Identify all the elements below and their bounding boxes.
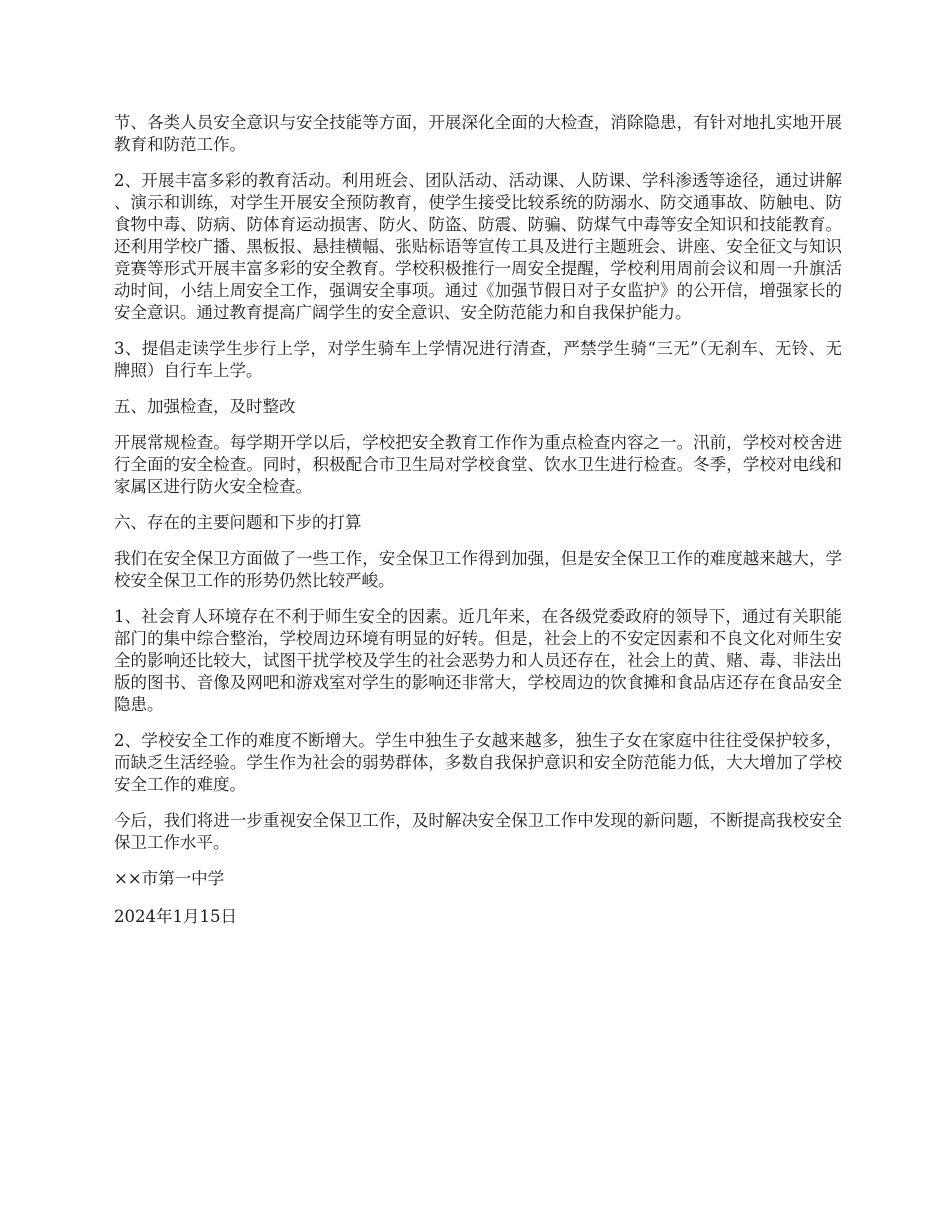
paragraph-increasing-difficulty: 2、学校安全工作的难度不断增大。学生中独生子女越来越多，独生子女在家庭中往往受保护较多，而缺乏生活经验。学生作为社会的弱势群体，多数自我保护意识和安全防范能力低，大大增加了学校安全工作的难度。: [114, 731, 842, 794]
signature-date: 2024年1月15日: [114, 907, 237, 926]
paragraph-walking-to-school: 3、提倡走读学生步行上学，对学生骑车上学情况进行清查，严禁学生骑“三无”（无刹车、无铃、无牌照）自行车上学。: [114, 339, 842, 380]
paragraph-continuation: 节、各类人员安全意识与安全技能等方面，开展深化全面的大检查，消除隐患，有针对地扎实地开展教育和防范工作。: [114, 113, 842, 154]
paragraph-routine-inspection: 开展常规检查。每学期开学以后，学校把安全教育工作作为重点检查内容之一。汛前，学校对校舍进行全面的安全检查。同时，积极配合市卫生局对学校食堂、饮水卫生进行检查。冬季，学校对电线和家属区进行防火安全检查。: [114, 433, 842, 496]
paragraph-future-plans: 今后，我们将进一步重视安全保卫工作，及时解决安全保卫工作中发现的新问题，不断提高我校安全保卫工作水平。: [114, 811, 842, 852]
document-body: [114, 112, 842, 944]
section-heading-five: 五、加强检查，及时整改: [114, 397, 296, 416]
signature-school: ××市第一中学: [114, 869, 225, 888]
section-heading-six: 六、存在的主要问题和下步的打算: [114, 513, 362, 532]
paragraph-security-summary: 我们在安全保卫方面做了一些工作，安全保卫工作得到加强，但是安全保卫工作的难度越来越大，学校安全保卫工作的形势仍然比较严峻。: [114, 549, 842, 590]
paragraph-education-activities: 2、开展丰富多彩的教育活动。利用班会、团队活动、活动课、人防课、学科渗透等途径，通过讲解、演示和训练，对学生开展安全预防教育，使学生接受比较系统的防溺水、防交通事故、防触电、防食物中毒、防病、防体育运动损害、防火、防盗、防震、防骗、防煤气中毒等安全知识和技能教育。还利用学校广播、黑板报、悬挂横幅、张贴标语等宣传工具及进行主题班会、讲座、安全征文与知识竞赛等形式开展丰富多彩的安全教育。学校积极推行一周安全提醒，学校利用周前会议和周一升旗活动时间，小结上周安全工作，强调安全事项。通过《加强节假日对子女监护》的公开信，增强家长的安全意识。通过教育提高广阔学生的安全意识、安全防范能力和自我保护能力。: [114, 171, 842, 322]
paragraph-social-environment: 1、社会育人环境存在不利于师生安全的因素。近几年来，在各级党委政府的领导下，通过有关职能部门的集中综合整治，学校周边环境有明显的好转。但是，社会上的不安定因素和不良文化对师生安全的影响还比较大，试图干扰学校及学生的社会恶势力和人员还存在，社会上的黄、赌、毒、非法出版的图书、音像及网吧和游戏室对学生的影响还非常大，学校周边的饮食摊和食品店还存在食品安全隐患。: [114, 607, 842, 714]
